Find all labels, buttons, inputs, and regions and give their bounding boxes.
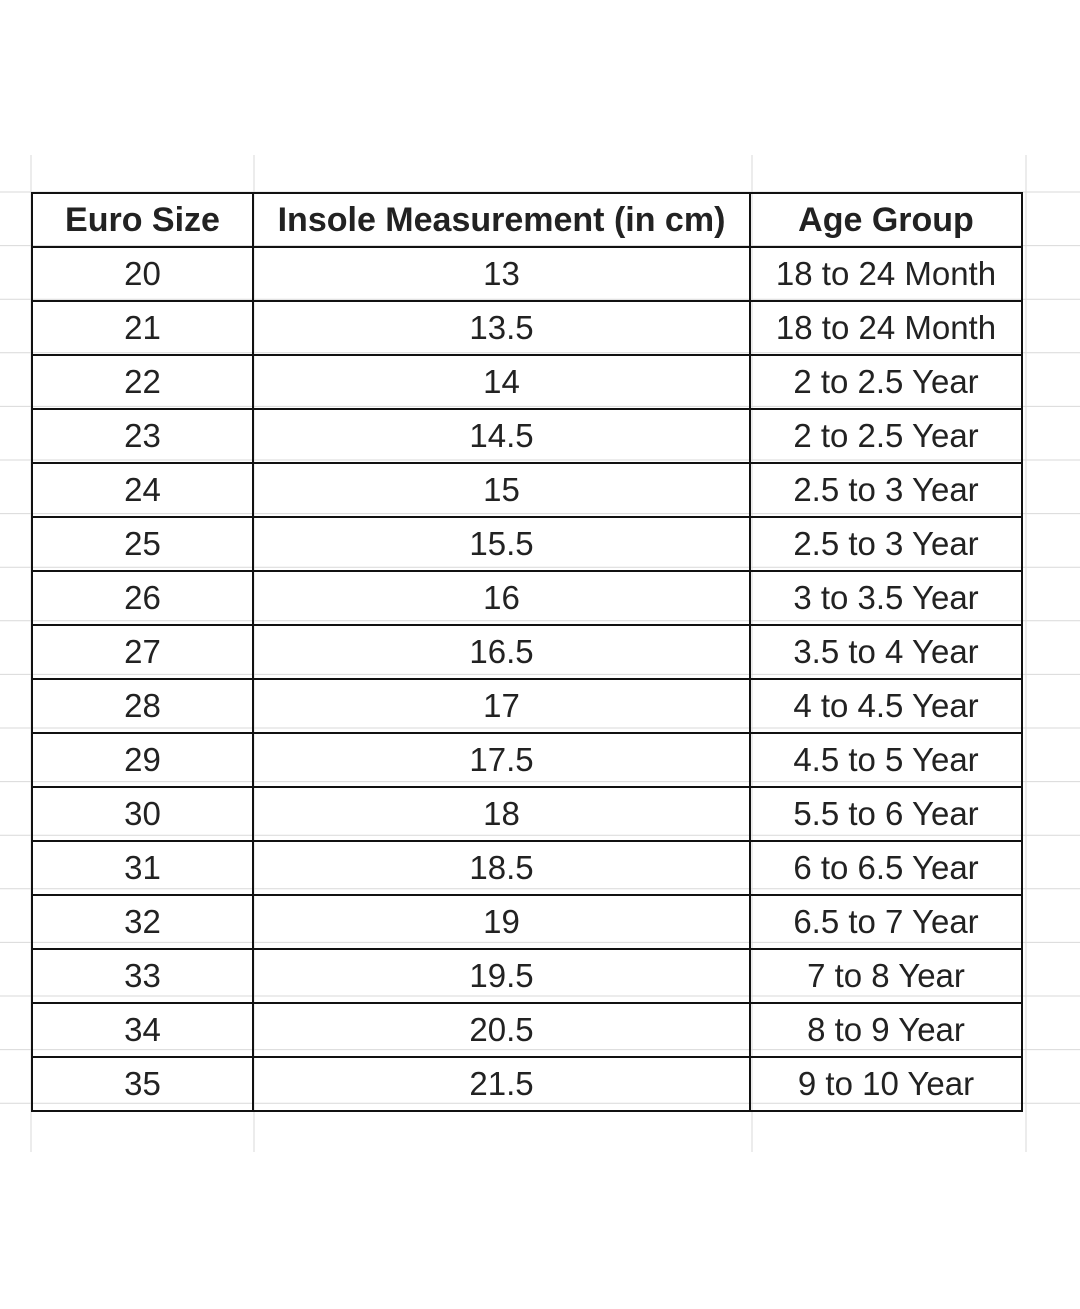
header-euro-size: Euro Size (32, 193, 253, 247)
insole-cell: 21.5 (253, 1057, 750, 1111)
table-row (32, 625, 1022, 679)
age-group-cell: 4 to 4.5 Year (750, 679, 1022, 733)
table-row (32, 1003, 1022, 1057)
header-age-group: Age Group (750, 193, 1022, 247)
insole-cell: 15.5 (253, 517, 750, 571)
euro-size-cell: 25 (32, 517, 253, 571)
euro-size-cell: 34 (32, 1003, 253, 1057)
header-insole-measurement: Insole Measurement (in cm) (253, 193, 750, 247)
age-group-cell: 2.5 to 3 Year (750, 517, 1022, 571)
table-row (32, 1057, 1022, 1111)
insole-cell: 19.5 (253, 949, 750, 1003)
age-group-cell: 18 to 24 Month (750, 301, 1022, 355)
insole-cell: 13 (253, 247, 750, 301)
insole-cell: 19 (253, 895, 750, 949)
header-row (32, 193, 1022, 247)
table-row (32, 301, 1022, 355)
euro-size-cell: 35 (32, 1057, 253, 1111)
euro-size-cell: 26 (32, 571, 253, 625)
insole-cell: 15 (253, 463, 750, 517)
euro-size-cell: 27 (32, 625, 253, 679)
table-row (32, 517, 1022, 571)
euro-size-cell: 24 (32, 463, 253, 517)
age-group-cell: 18 to 24 Month (750, 247, 1022, 301)
insole-cell: 14 (253, 355, 750, 409)
euro-size-cell: 29 (32, 733, 253, 787)
euro-size-cell: 28 (32, 679, 253, 733)
age-group-cell: 6 to 6.5 Year (750, 841, 1022, 895)
table-row (32, 355, 1022, 409)
insole-cell: 13.5 (253, 301, 750, 355)
age-group-cell: 2 to 2.5 Year (750, 355, 1022, 409)
age-group-cell: 4.5 to 5 Year (750, 733, 1022, 787)
table-row (32, 463, 1022, 517)
age-group-cell: 2 to 2.5 Year (750, 409, 1022, 463)
euro-size-cell: 22 (32, 355, 253, 409)
age-group-cell: 9 to 10 Year (750, 1057, 1022, 1111)
euro-size-cell: 21 (32, 301, 253, 355)
insole-cell: 17 (253, 679, 750, 733)
euro-size-cell: 30 (32, 787, 253, 841)
euro-size-cell: 23 (32, 409, 253, 463)
table-row (32, 679, 1022, 733)
insole-cell: 14.5 (253, 409, 750, 463)
size-chart-table (31, 192, 1023, 1112)
euro-size-cell: 32 (32, 895, 253, 949)
insole-cell: 16.5 (253, 625, 750, 679)
age-group-cell: 7 to 8 Year (750, 949, 1022, 1003)
table-row (32, 571, 1022, 625)
table-row (32, 895, 1022, 949)
age-group-cell: 3 to 3.5 Year (750, 571, 1022, 625)
table-body (32, 247, 1022, 1111)
insole-cell: 20.5 (253, 1003, 750, 1057)
age-group-cell: 6.5 to 7 Year (750, 895, 1022, 949)
age-group-cell: 2.5 to 3 Year (750, 463, 1022, 517)
euro-size-cell: 33 (32, 949, 253, 1003)
insole-cell: 18 (253, 787, 750, 841)
table-row (32, 409, 1022, 463)
table-row (32, 841, 1022, 895)
insole-cell: 16 (253, 571, 750, 625)
insole-cell: 17.5 (253, 733, 750, 787)
age-group-cell: 3.5 to 4 Year (750, 625, 1022, 679)
insole-cell: 18.5 (253, 841, 750, 895)
age-group-cell: 8 to 9 Year (750, 1003, 1022, 1057)
age-group-cell: 5.5 to 6 Year (750, 787, 1022, 841)
table-row (32, 733, 1022, 787)
table-row (32, 949, 1022, 1003)
table-row (32, 247, 1022, 301)
euro-size-cell: 31 (32, 841, 253, 895)
euro-size-cell: 20 (32, 247, 253, 301)
table-row (32, 787, 1022, 841)
